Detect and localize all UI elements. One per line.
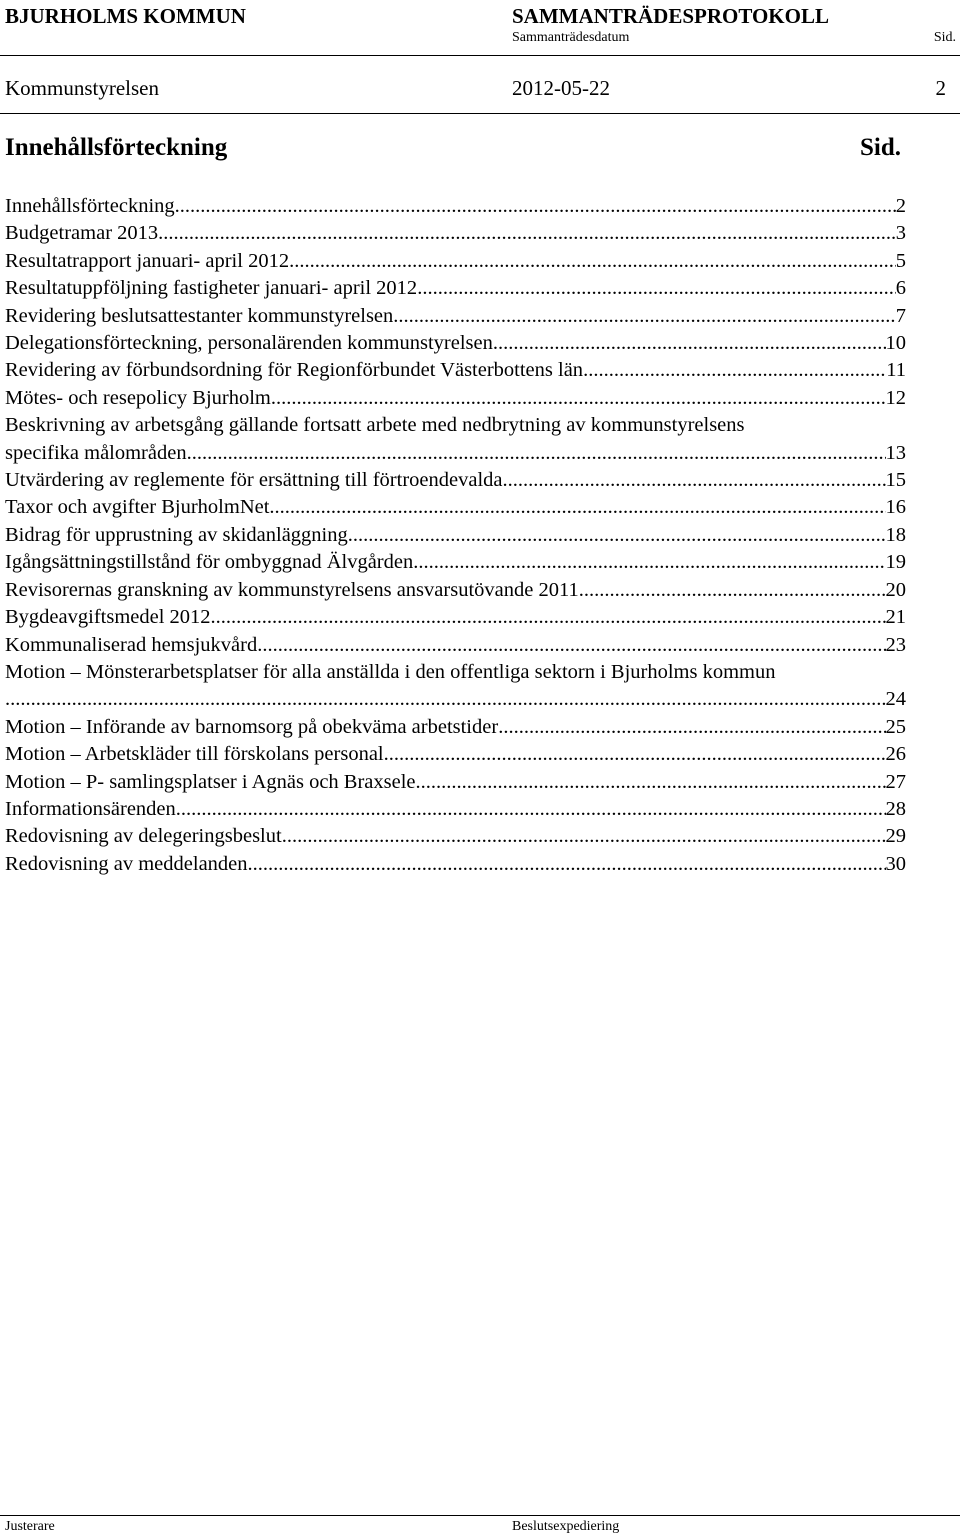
dot-leader	[393, 303, 895, 330]
date-label: Sammanträdesdatum	[512, 30, 630, 45]
toc-entry-page: 20	[885, 578, 906, 601]
toc-entry-page: 25	[885, 715, 906, 738]
toc-entry-page: 30	[885, 852, 906, 875]
dot-leader	[282, 823, 886, 850]
dot-leader	[416, 769, 886, 796]
toc-entry[interactable]	[5, 686, 906, 713]
toc-entry[interactable]	[5, 741, 906, 768]
toc-entry-page: 10	[885, 332, 906, 355]
toc-entry-title: Motion – Arbetskläder till förskolans personal	[5, 743, 384, 766]
toc-entry[interactable]	[5, 714, 906, 741]
dot-leader	[417, 275, 896, 302]
toc-entry-title: Innehållsförteckning	[5, 195, 175, 217]
dot-leader	[289, 248, 896, 275]
toc-entry-page: 26	[885, 743, 906, 766]
toc-entry-title: Informationsärenden	[5, 797, 176, 820]
toc-entry-page: 19	[885, 551, 906, 574]
toc-entry-title: Mötes- och resepolicy Bjurholm	[5, 386, 271, 409]
toc-entry-title: Motion – P- samlingsplatser i Agnäs och Braxsele	[5, 770, 416, 793]
toc-entry-title: Resultatuppföljning fastigheter januari- april 2012	[5, 277, 418, 300]
toc-page-column-label: Sid.	[860, 134, 902, 161]
dot-leader	[211, 604, 886, 631]
toc-entry[interactable]	[5, 494, 906, 521]
toc-entry[interactable]	[5, 796, 906, 823]
toc-entry[interactable]	[5, 193, 906, 220]
toc-entry-page: 6	[895, 277, 906, 300]
dot-leader	[583, 357, 886, 384]
toc-entry-title: specifika målområden	[5, 441, 187, 464]
toc-entry-page: 29	[885, 825, 906, 848]
meeting-body: Kommunstyrelsen	[5, 76, 159, 100]
toc-entry-page: 11	[886, 359, 906, 382]
page-label: Sid.	[933, 30, 956, 45]
toc-entry[interactable]	[5, 769, 906, 796]
toc-entry-page: 27	[885, 770, 906, 793]
toc-entry-page: 2	[895, 195, 906, 217]
toc-entry-page: 24	[885, 688, 906, 711]
dot-leader	[579, 577, 886, 604]
footer-divider	[0, 1515, 960, 1516]
toc-entry-page: 23	[885, 633, 906, 656]
dot-leader	[271, 385, 886, 412]
toc-entry-page: 12	[885, 386, 906, 409]
toc-entry-title: Kommunaliserad hemsjukvård	[5, 633, 258, 656]
toc-entry[interactable]	[5, 440, 906, 467]
toc-entry-page: 21	[885, 606, 906, 629]
document-type: SAMMANTRÄDESPROTOKOLL	[512, 4, 829, 28]
dot-leader	[175, 193, 896, 220]
dot-leader	[269, 494, 885, 521]
toc-entry-page: 3	[895, 222, 906, 245]
toc-entry[interactable]	[5, 467, 906, 494]
toc-entry-title: Taxor och avgifter BjurholmNet	[5, 496, 270, 519]
toc-entry-title: Redovisning av meddelanden	[5, 852, 248, 875]
page-number: 2	[935, 76, 946, 100]
toc-entry[interactable]	[5, 357, 906, 384]
dot-leader	[413, 549, 885, 576]
toc-entry-title: Revidering av förbundsordning för Regionförbundet Västerbottens län	[5, 359, 584, 382]
dot-leader	[257, 632, 885, 659]
toc-entry[interactable]	[5, 330, 906, 357]
toc-entry-page: 7	[895, 304, 906, 327]
dot-leader	[248, 851, 886, 878]
toc-entry-title: Redovisning av delegeringsbeslut	[5, 825, 282, 848]
toc-entry-title: Motion – Införande av barnomsorg på obekväma arbetstider	[5, 715, 499, 738]
dot-leader	[498, 714, 885, 741]
toc-entry-title: Bidrag för upprustning av skidanläggning	[5, 523, 348, 546]
footer-justerare: Justerare	[5, 1519, 55, 1534]
toc-entry-title: Budgetramar 2013	[5, 222, 159, 245]
toc-entry-page: 15	[885, 469, 906, 492]
toc-entry[interactable]	[5, 823, 906, 850]
toc-entry-title-line: Motion – Mönsterarbetsplatser för alla anställda i den offentliga sektorn i Bjurholms kommun	[5, 660, 776, 683]
dot-leader	[493, 330, 886, 357]
dot-leader	[158, 220, 896, 247]
toc-entry-page: 18	[885, 523, 906, 546]
dot-leader	[176, 796, 886, 823]
header-divider	[0, 55, 960, 56]
dot-leader	[187, 440, 886, 467]
toc-entry[interactable]	[5, 549, 906, 576]
toc-title: Innehållsförteckning	[5, 134, 228, 161]
toc-entry-page: 16	[885, 496, 906, 519]
dot-leader	[348, 522, 886, 549]
toc-entry-title: Igångsättningstillstånd för ombyggnad Älvgården	[5, 551, 414, 574]
toc-entry-title: Revidering beslutsattestanter kommunstyrelsen	[5, 304, 394, 327]
dot-leader	[5, 686, 886, 713]
dot-leader	[384, 741, 886, 768]
toc-entry[interactable]	[5, 577, 906, 604]
toc-entry-title: Utvärdering av reglemente för ersättning till förtroendevalda	[5, 469, 503, 492]
toc-entry-page: 28	[885, 797, 906, 820]
toc-entry[interactable]	[5, 522, 906, 549]
toc-entry[interactable]	[5, 248, 906, 275]
footer-beslutsexpediering: Beslutsexpediering	[512, 1519, 620, 1534]
dot-leader	[503, 467, 886, 494]
toc-entry[interactable]	[5, 632, 906, 659]
toc-entry[interactable]	[5, 851, 906, 878]
meeting-date: 2012-05-22	[512, 76, 610, 100]
toc-entry-page: 5	[895, 249, 906, 272]
toc-entry[interactable]	[5, 303, 906, 330]
toc-entry[interactable]	[5, 385, 906, 412]
toc-entry[interactable]	[5, 275, 906, 302]
toc-entry-title-line: Beskrivning av arbetsgång gällande fortsatt arbete med nedbrytning av kommunstyrelsens	[5, 414, 745, 437]
municipality-name: BJURHOLMS KOMMUN	[5, 4, 246, 28]
toc-entry-page: 13	[885, 441, 906, 464]
toc-entry-title: Revisorernas granskning av kommunstyrelsens ansvarsutövande 2011	[5, 578, 579, 601]
toc-entry[interactable]	[5, 220, 906, 247]
meta-divider	[0, 113, 960, 114]
table-of-contents	[5, 193, 906, 878]
toc-entry-title: Resultatrapport januari- april 2012	[5, 249, 290, 272]
toc-entry[interactable]	[5, 604, 906, 631]
toc-entry-title: Bygdeavgiftsmedel 2012	[5, 606, 211, 629]
toc-entry-title: Delegationsförteckning, personalärenden kommunstyrelsen	[5, 332, 493, 355]
